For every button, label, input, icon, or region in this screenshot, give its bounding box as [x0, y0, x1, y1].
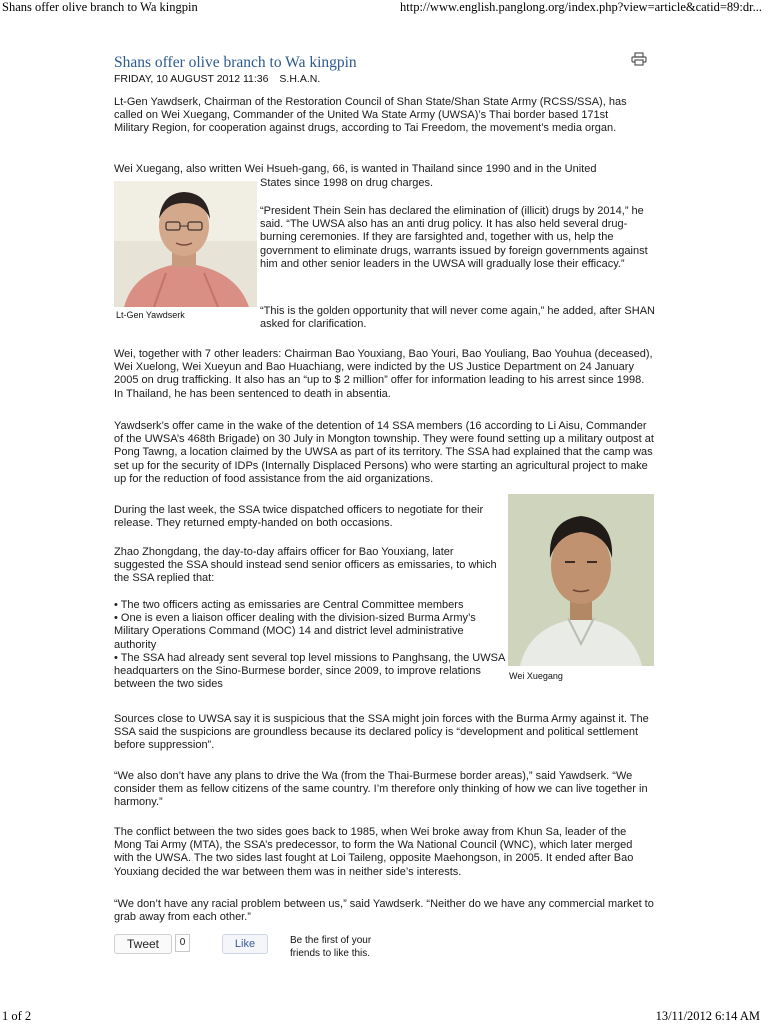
- paragraph-intro: Lt-Gen Yawdserk, Chairman of the Restoration Council of Shan State/Shan State Army (RCSS/SSA), has called on Wei Xuegang, Commander of the United Wa State Army (UWSA)’s Thai border based 171st Military Region, for cooperation against drugs, according to Tai Freedom, the movement’s media organ.: [114, 96, 627, 135]
- photo-yawdserk: [114, 181, 257, 307]
- paragraph-suspicions: Sources close to UWSA say it is suspicious that the SSA might join forces with the Burma Army against it. The SSA said the suspicions are groundless because its declared policy is “development and political settlement before suppression”.: [114, 713, 649, 752]
- paragraph-detention: Yawdserk’s offer came in the wake of the detention of 14 SSA members (16 according to Li Aisu, Commander of the UWSA’s 468th Brigade) on 30 July in Mongton township. They were found setting up a military outpost at Pong Tawng, a location claimed by the UWSA as part of its territory. The SSA had explained that the camp was set up for the security of IDPs (Internally Displaced Persons) who were starting an agricultural project to make up for the reduction of food assistance from the aid organizations.: [114, 420, 654, 485]
- paragraph-conflict-history: The conflict between the two sides goes back to 1985, when Wei broke away from Khun Sa, leader of the Mong Tai Army (MTA), the SSA’s predecessor, to form the Wa National Council (WNC), which later merged with the UWSA. The two sides last fought at Loi Taileng, opposite Maehongson, in 2005. It ended after Bao Youxiang decided the war between them was in neither side’s interests.: [114, 826, 634, 878]
- paragraph-negotiation: During the last week, the SSA twice dispatched officers to negotiate for their release. They returned empty-handed on both occasions.: [114, 504, 484, 530]
- print-footer-datetime: 13/11/2012 6:14 AM: [655, 1009, 760, 1023]
- caption-yawdserk: Lt-Gen Yawdserk: [116, 310, 185, 320]
- photo-wei-xuegang: [508, 494, 654, 666]
- article-date: FRIDAY, 10 AUGUST 2012 11:36: [114, 73, 269, 85]
- list-item: • One is even a liaison officer dealing with the division-sized Burma Army’s Military Operations Command (MOC) 14 and district level administrative authority: [114, 612, 476, 651]
- paragraph-no-plans: “We also don’t have any plans to drive the Wa (from the Thai-Burmese border areas),” said Yawdserk. “We consider them as fellow citizens of the same country. I’m therefore only thinking of how we can live together in harmony.”: [114, 770, 648, 809]
- paragraph-quote-president: “President Thein Sein has declared the elimination of (illicit) drugs by 2014,” he said. “The UWSA also has an anti drug policy. It has also held several drug-burning ceremonies. If they are farsighted and, together with us, help the government to eliminate drugs, warrants issued by foreign governments against him and other senior leaders in the UWSA will gradually lose their efficacy.”: [260, 205, 648, 270]
- ssa-reply-list: [114, 599, 506, 691]
- printer-icon[interactable]: [631, 52, 647, 66]
- like-social-note: Be the first of your friends to like this.: [290, 935, 372, 959]
- tweet-count: 0: [175, 934, 190, 952]
- paragraph-golden-opportunity: “This is the golden opportunity that will never come again,” he added, after SHAN asked for clarification.: [260, 305, 655, 331]
- list-item: • The SSA had already sent several top level missions to Panghsang, the UWSA headquarters on the Sino-Burmese border, since 2009, to improve relations between the two sides: [114, 651, 505, 691]
- caption-wei-xuegang: Wei Xuegang: [509, 671, 563, 681]
- article-title: Shans offer olive branch to Wa kingpin: [114, 54, 357, 71]
- paragraph-wei-line1: Wei Xuegang, also written Wei Hsueh-gang, 66, is wanted in Thailand since 1990 and in the United: [114, 163, 597, 175]
- article-dateline: [114, 73, 328, 85]
- print-header-title: Shans offer olive branch to Wa kingpin: [2, 0, 198, 14]
- print-header-url: http://www.english.panglong.org/index.php?view=article&catid=89:dr...: [400, 0, 762, 14]
- paragraph-wei-line2: States since 1998 on drug charges.: [260, 177, 434, 189]
- like-button[interactable]: Like: [222, 934, 268, 954]
- tweet-button[interactable]: Tweet: [114, 934, 172, 954]
- paragraph-zhao-zhongdang: Zhao Zhongdang, the day-to-day affairs officer for Bao Youxiang, later suggested the SSA should instead send senior officers as emissaries, to which the SSA replied that:: [114, 546, 497, 585]
- list-item: • The two officers acting as emissaries are Central Committee members: [114, 599, 464, 611]
- article-byline: S.H.A.N.: [279, 73, 321, 85]
- paragraph-indictment: Wei, together with 7 other leaders: Chairman Bao Youxiang, Bao Youri, Bao Youliang, Bao Youhua (deceased), Wei Xuelong, Wei Xueyun and Bao Huachiang, were indicted by the US Justice Department on 24 January 2005 on drug trafficking. It also has an “up to $ 2 million” offer for information leading to his arrest since 1998. In Thailand, he has been sentenced to death in absentia.: [114, 348, 653, 400]
- paragraph-racial-problem: “We don’t have any racial problem between us,” said Yawdserk. “Neither do we have any commercial market to grab away from each other.”: [114, 898, 654, 924]
- print-footer-page: 1 of 2: [2, 1009, 32, 1023]
